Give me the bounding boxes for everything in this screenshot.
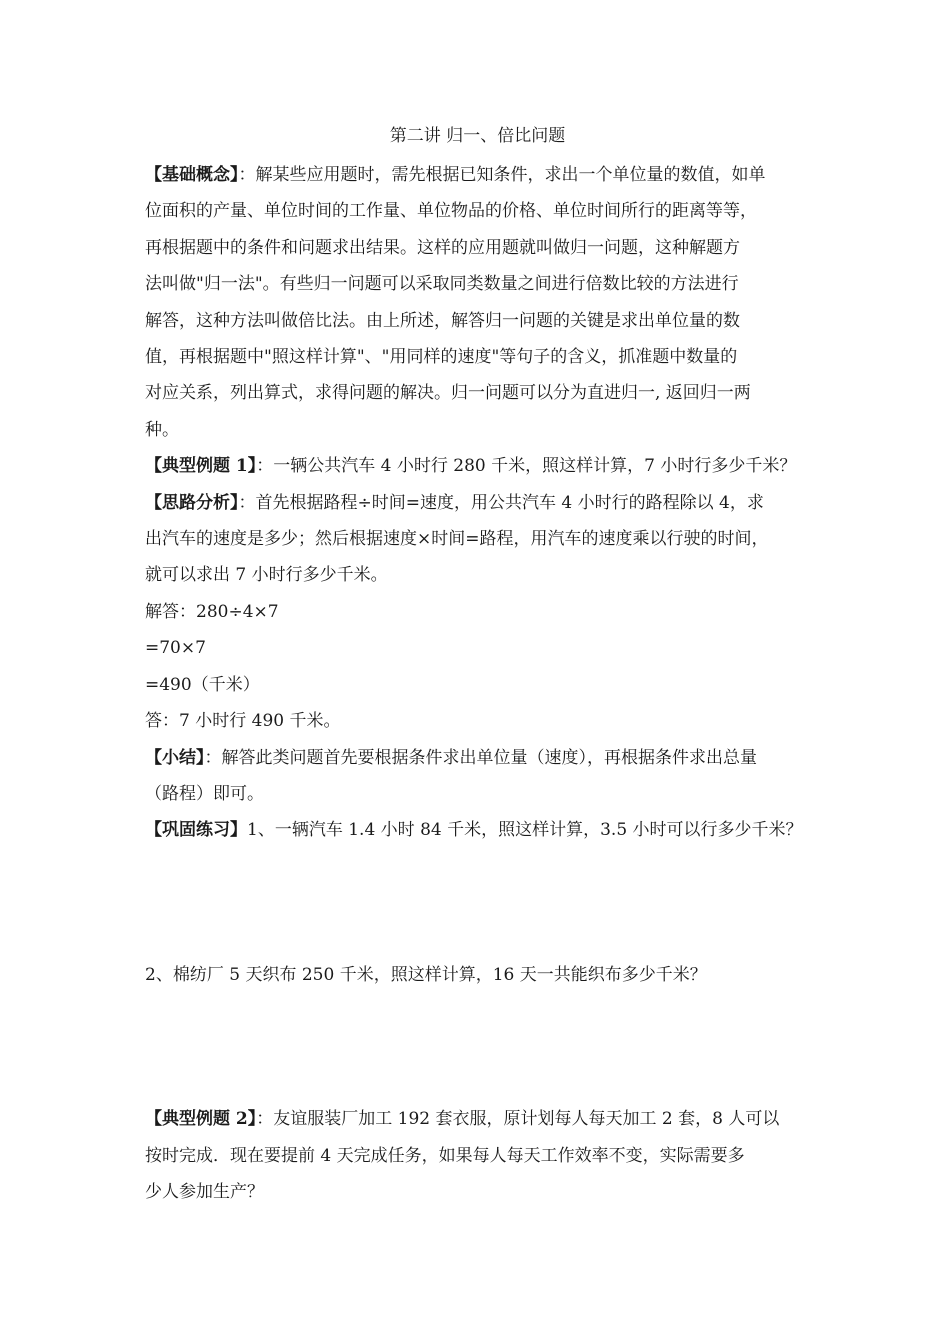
practice-question-1 — [145, 812, 810, 848]
example2-line-2: 按时完成．现在要提前 4 天完成任务，如果每人每天工作效率不变，实际需要多 — [145, 1145, 745, 1166]
concept-line-1: 【基础概念】：解某些应用题时，需先根据已知条件，求出一个单位量的数值，如单 — [145, 165, 766, 185]
concept-line-5: 解答，这种方法叫做倍比法。由上所述，解答归一问题的关键是求出单位量的数 — [145, 310, 740, 331]
concept-line-8: 种。 — [145, 419, 179, 440]
practice-line-1: 【巩固练习】1、一辆汽车 1.4 小时 84 千米，照这样计算，3.5 小时可以行多少千米？ — [145, 820, 803, 841]
practice-question-2 — [145, 957, 810, 993]
analysis-line-3: 就可以求出 7 小时行多少千米。 — [145, 565, 388, 586]
practice-line-2: 2、棉纺厂 5 天织布 250 千米，照这样计算，16 天一共能织布多少千米？ — [145, 964, 707, 985]
example2-line-3: 少人参加生产？ — [145, 1181, 264, 1202]
concept-paragraph — [145, 157, 810, 448]
example2-line-1: 【典型例题 2】：友谊服装厂加工 192 套衣服，原计划每人每天加工 2 套，8 人可以 — [145, 1109, 780, 1130]
solution-answer: 答：7 小时行 490 千米。 — [145, 711, 341, 732]
summary-paragraph — [145, 740, 810, 813]
solution-line-3: =490（千米） — [145, 674, 260, 695]
solution-line-1: 解答：280÷4×7 — [145, 601, 279, 622]
summary-label: 【小结】 — [145, 747, 205, 768]
concept-line-4: 法叫做"归一法"。有些归一问题可以采取同类数量之间进行倍数比较的方法进行 — [145, 274, 739, 295]
summary-line-1: 【小结】：解答此类问题首先要根据条件求出单位量（速度），再根据条件求出总量 — [145, 747, 757, 768]
analysis-line-2: 出汽车的速度是多少；然后根据速度×时间=路程，用汽车的速度乘以行驶的时间， — [145, 529, 769, 550]
analysis-label: 【思路分析】 — [145, 492, 239, 513]
answer-space-2 — [145, 993, 810, 1101]
example2-label: 【典型例题 2】 — [145, 1109, 257, 1130]
concept-label: 【基础概念】 — [145, 165, 239, 185]
page-title: 第二讲 归一、倍比问题 — [389, 126, 566, 146]
solution-block — [145, 594, 810, 740]
answer-space-1 — [145, 849, 810, 957]
summary-line-2: （路程）即可。 — [145, 783, 264, 804]
example1-line: 【典型例题 1】：一辆公共汽车 4 小时行 280 千米，照这样计算，7 小时行多少千米？ — [145, 456, 797, 477]
practice-label: 【巩固练习】 — [145, 820, 247, 841]
document-page — [145, 118, 810, 1210]
concept-line-6: 值，再根据题中"照这样计算"、"用同样的速度"等句子的含义，抓准题中数量的 — [145, 347, 738, 368]
example1-label: 【典型例题 1】 — [145, 456, 257, 477]
analysis-paragraph — [145, 485, 810, 594]
concept-line-7: 对应关系，列出算式，求得问题的解决。归一问题可以分为直进归一, 返回归一两 — [145, 383, 751, 404]
concept-line-2: 位面积的产量、单位时间的工作量、单位物品的价格、单位时间所行的距离等等， — [145, 201, 757, 222]
concept-line-3: 再根据题中的条件和问题求出结果。这样的应用题就叫做归一问题，这种解题方 — [145, 237, 740, 258]
example1-paragraph — [145, 448, 810, 484]
example2-paragraph — [145, 1101, 810, 1210]
analysis-line-1: 【思路分析】：首先根据路程÷时间=速度，用公共汽车 4 小时行的路程除以 4，求 — [145, 492, 764, 513]
solution-line-2: =70×7 — [145, 638, 206, 659]
